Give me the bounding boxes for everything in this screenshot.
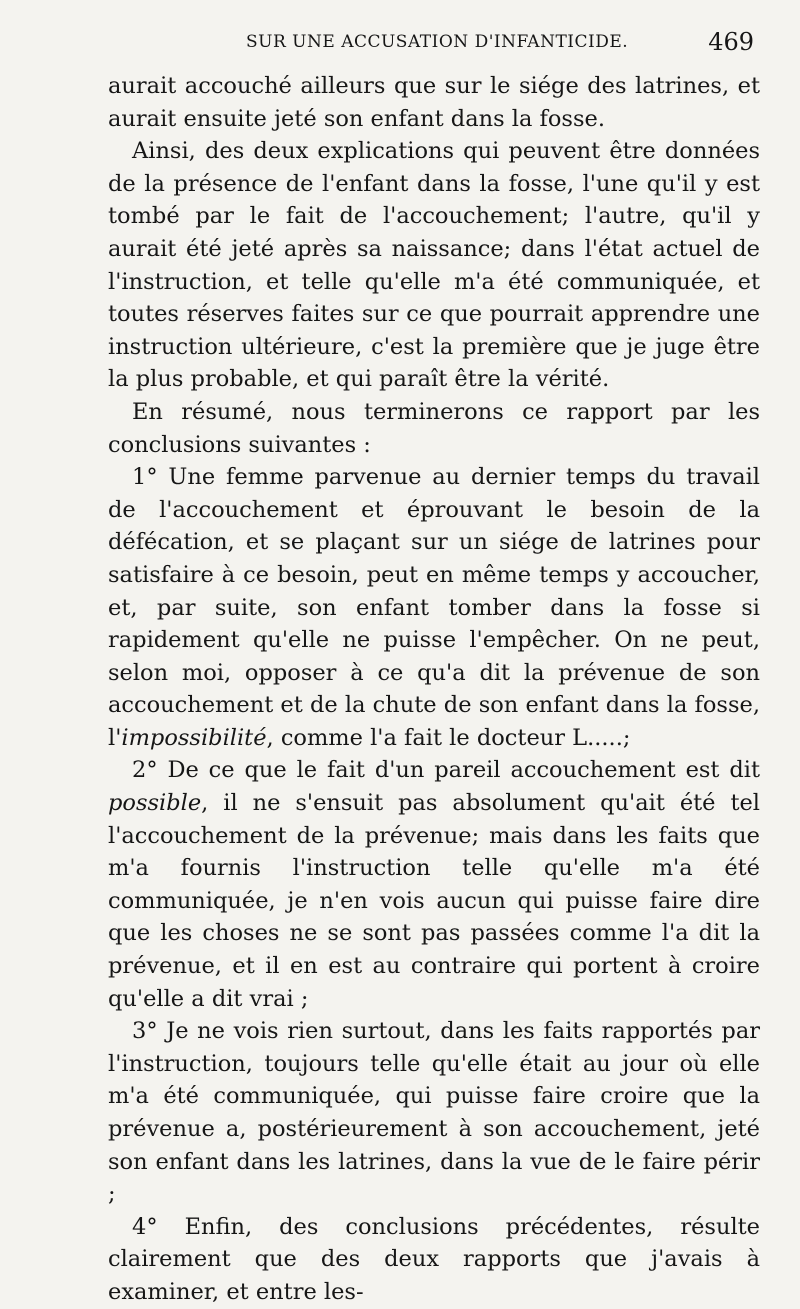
conclusion-1-text: 1° Une femme parvenue au dernier temps du travail de l'accouchement et éprouvant le besoin de la défécation, et se plaçant sur un siége de latrines pour satisfaire à ce besoin, peut en même temps y accoucher, et, par suite, son enfant tomber dans la fosse si rapidement qu'elle ne puisse l'empêcher. On ne peut, selon moi, opposer à ce qu'a dit la prévenue de son accouchement et de la chute de son enfant dans la fosse, l' bbox=[108, 464, 760, 751]
conclusion-2-emphasis: possible bbox=[108, 790, 202, 817]
conclusion-2-text-end: , il ne s'ensuit pas absolument qu'ait été tel l'accouchement de la prévenue; mais dans les faits que m'a fournis l'instruction telle qu'elle m'a été communiquée, je n'en vois aucun qui puisse faire dire que les choses ne se sont pas passées comme l'a dit la prévenue, et il en est au contraire qui portent à croire qu'elle a dit vrai ; bbox=[108, 790, 760, 1012]
conclusion-1-text-end: , comme l'a fait le docteur L.....; bbox=[266, 724, 631, 751]
paragraph-continuation: aurait accouché ailleurs que sur le siége des latrines, et aurait ensuite jeté son enfant dans la fosse. bbox=[108, 73, 760, 132]
paragraph-explanations: Ainsi, des deux explications qui peuvent être données de la présence de l'enfant dans la fosse, l'une qu'il y est tombé par le fait de l'accouchement; l'autre, qu'il y aurait été jeté après sa naissance; dans l'état actuel de l'instruction, et telle qu'elle m'a été communiquée, et toutes réserves faites sur ce que pourrait apprendre une instruction ultérieure, c'est la première que je juge être la plus probable, et qui paraît être la vérité. bbox=[108, 138, 760, 393]
page-number: 469 bbox=[708, 28, 754, 56]
conclusion-4: 4° Enfin, des conclusions précédentes, résulte clairement que des deux rapports que j'avais à examiner, et entre les- bbox=[108, 1213, 760, 1305]
conclusion-1-emphasis: impossibilité bbox=[121, 724, 267, 751]
page-body bbox=[108, 70, 760, 1309]
page-header bbox=[108, 28, 760, 62]
conclusion-3: 3° Je ne vois rien surtout, dans les faits rapportés par l'instruction, toujours telle qu'elle était au jour où elle m'a été communiquée, qui puisse faire croire que la prévenue a, postérieurement à son accouchement, jeté son enfant dans les latrines, dans la vue de le faire périr ; bbox=[108, 1018, 760, 1208]
conclusion-2-text: 2° De ce que le fait d'un pareil accouchement est dit bbox=[132, 757, 760, 784]
paragraph-summary-intro: En résumé, nous terminerons ce rapport par les conclusions suivantes : bbox=[108, 398, 760, 458]
conclusion-2 bbox=[108, 754, 760, 1015]
running-head: SUR UNE ACCUSATION D'INFANTICIDE. bbox=[246, 32, 629, 52]
conclusion-1 bbox=[108, 461, 760, 754]
